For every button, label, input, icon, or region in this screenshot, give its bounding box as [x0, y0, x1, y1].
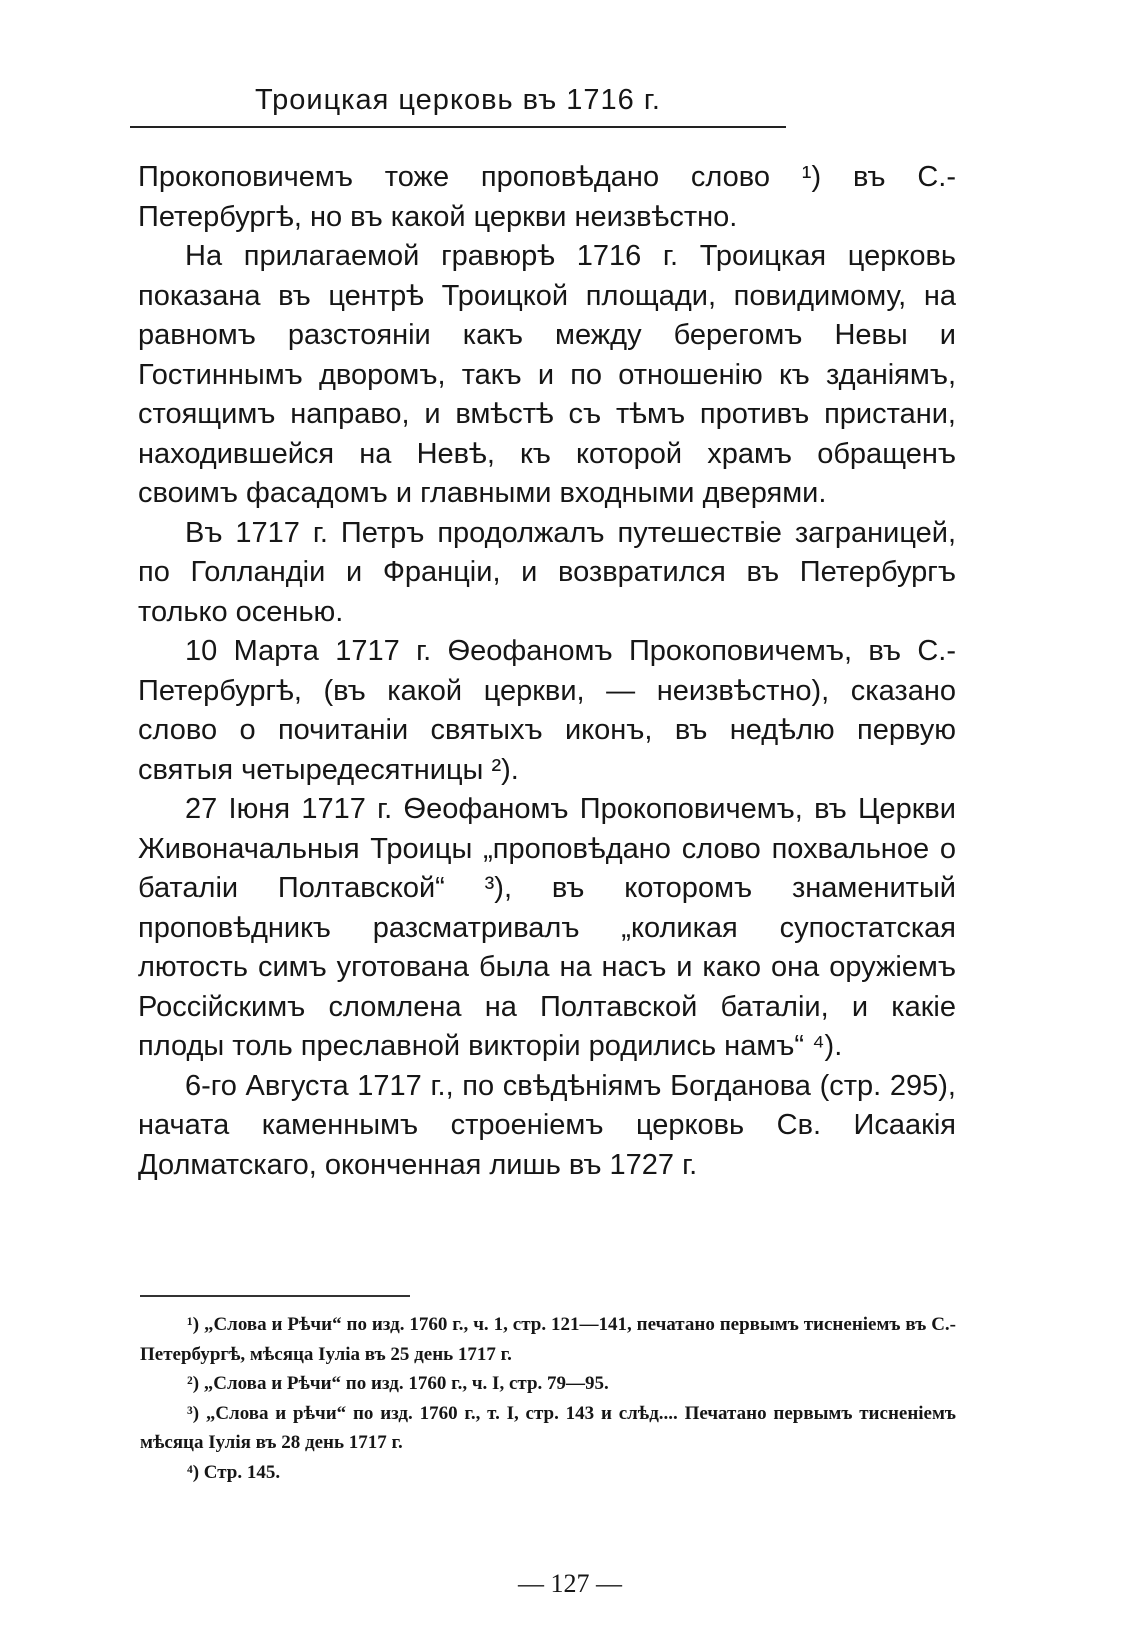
paragraph-march-sermon: 10 Марта 1717 г. Ѳеофаномъ Прокоповичемъ, въ С.-Петербургѣ, (въ какой церкви, — неизвѣстно), сказано слово о почитаніи святыхъ иконъ, въ недѣлю первую святыя четыредесятницы ²). — [138, 635, 956, 786]
header-rule — [130, 126, 786, 128]
footnote-rule — [140, 1295, 410, 1297]
paragraph-engraving: На прилагаемой гравюрѣ 1716 г. Троицкая церковь показана въ центрѣ Троицкой площади, повидимому, на равномъ разстояніи какъ между берегомъ Невы и Гостиннымъ дворомъ, такъ и по отношенію къ зданіямъ, стоящимъ направо, и вмѣстѣ съ тѣмъ противъ пристани, находившейся на Невѣ, къ которой храмъ обращенъ своимъ фасадомъ и главными входными дверями. — [138, 240, 956, 509]
running-head: Троицкая церковь въ 1716 г. — [255, 84, 661, 116]
page-number: — 127 — — [518, 1569, 622, 1598]
footnote-1: ¹) „Слова и Рѣчи“ по изд. 1760 г., ч. 1, стр. 121—141, печатано первымъ тисненіемъ въ С.-Петербургѣ, мѣсяца Іуліа въ 25 день 1717 г. — [140, 1314, 956, 1365]
footnotes — [140, 1310, 956, 1487]
footnote-3: ³) „Слова и рѣчи“ по изд. 1760 г., т. I, стр. 143 и слѣд.... Печатано первымъ тисненіемъ мѣсяца Іулія въ 28 день 1717 г. — [140, 1402, 956, 1453]
footnote-4: ⁴) Стр. 145. — [187, 1461, 281, 1483]
paragraph-isaac-church: 6-го Августа 1717 г., по свѣдѣніямъ Богданова (стр. 295), начата каменнымъ строеніемъ церковь Св. Исаакія Долматскаго, оконченная лишь въ 1727 г. — [138, 1069, 956, 1181]
paragraph-peter-travels: Въ 1717 г. Петръ продолжалъ путешествіе заграницей, по Голландіи и Франціи, и возвратился въ Петербургъ только осенью. — [138, 516, 956, 628]
footnote-2: ²) „Слова и Рѣчи“ по изд. 1760 г., ч. I, стр. 79—95. — [187, 1373, 609, 1394]
body-text — [138, 158, 956, 1185]
paragraph-june-sermon: 27 Іюня 1717 г. Ѳеофаномъ Прокоповичемъ, въ Церкви Живоначальныя Троицы „проповѣдано слово похвальное о баталіи Полтавской“ ³), въ которомъ знаменитый проповѣдникъ разсматривалъ „коликая супостатская лютость симъ уготована была на насъ и како она оружіемъ Россійскимъ сломлена на Полтавской баталіи, и какіе плоды толь преславной викторіи родились намъ“ ⁴). — [138, 793, 956, 1062]
paragraph-continuation: Прокоповичемъ тоже проповѣдано слово ¹) въ С.-Петербургѣ, но въ какой церкви неизвѣстно. — [138, 161, 956, 233]
